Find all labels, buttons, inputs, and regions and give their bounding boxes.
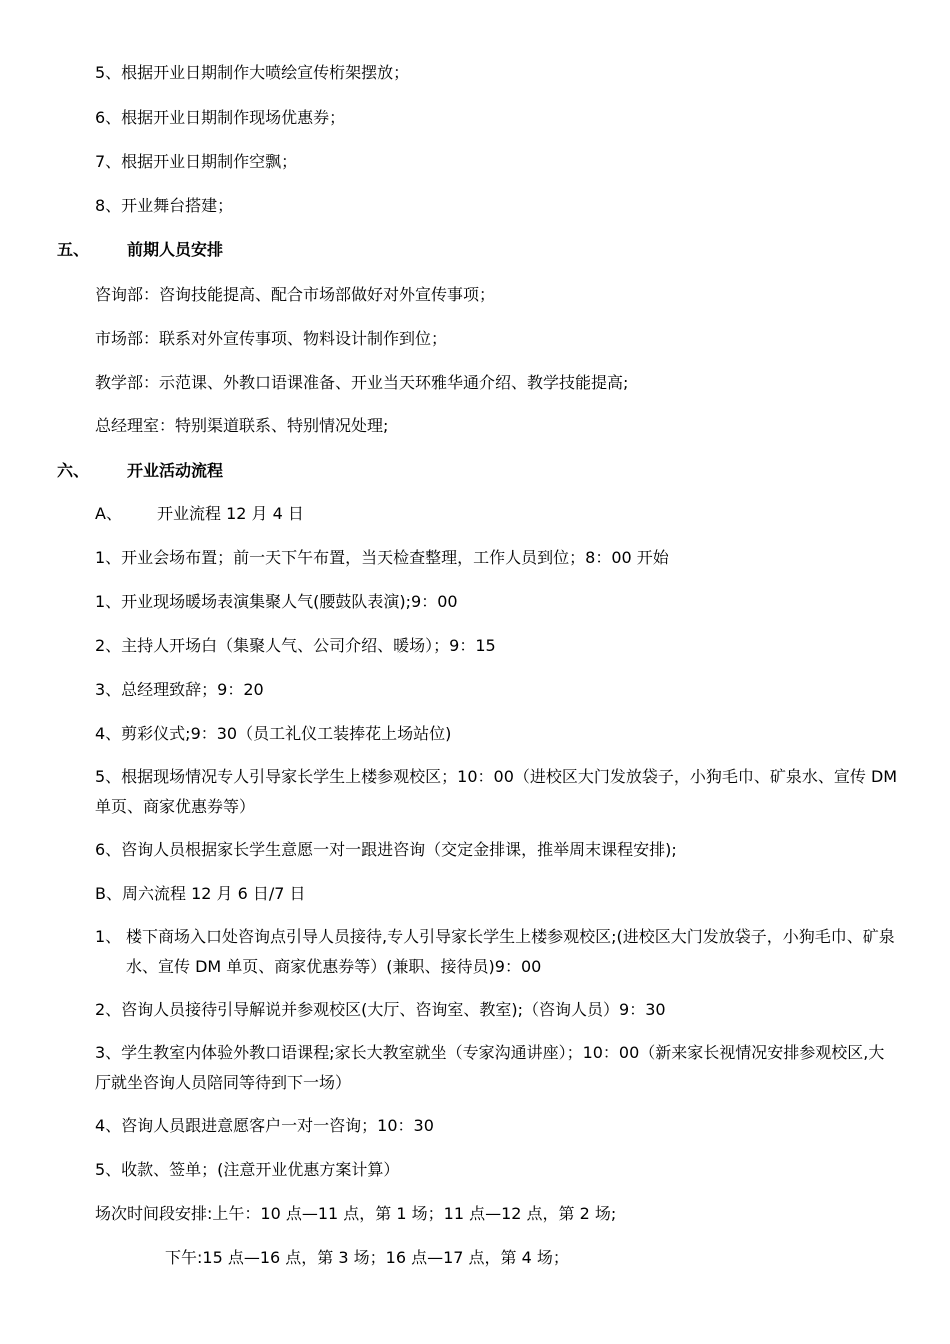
list-item: 3、总经理致辞；9：20: [95, 680, 264, 699]
subsection-label: A、: [95, 504, 122, 523]
section-title: 开业活动流程: [127, 461, 224, 480]
list-item: 总经理室：特别渠道联系、特别情况处理;: [95, 416, 389, 435]
list-item: 6、根据开业日期制作现场优惠券；: [95, 108, 346, 127]
list-item: 2、咨询人员接待引导解说并参观校区(大厅、咨询室、教室);（咨询人员）9：30: [95, 1000, 666, 1019]
list-item-number: 1、: [95, 927, 122, 946]
section-title: 前期人员安排: [127, 240, 224, 259]
list-item: 市场部：联系对外宣传事项、物料设计制作到位；: [95, 329, 448, 348]
list-item: [95, 922, 905, 982]
list-item: 5、根据现场情况专人引导家长学生上楼参观校区；10：00（进校区大门发放袋子，小狗毛巾、矿泉水、宣传 DM 单页、商家优惠券等）: [95, 767, 898, 816]
schedule-morning: 场次时间段安排:上午：10 点—11 点，第 1 场；11 点—12 点，第 2 场;: [95, 1204, 617, 1223]
list-item: 3、学生教室内体验外教口语课程;家长大教室就坐（专家沟通讲座）；10：00（新来家长视情况安排参观校区,大厅就坐咨询人员陪同等待到下一场）: [95, 1043, 885, 1092]
list-item: 7、根据开业日期制作空飘；: [95, 152, 298, 171]
list-item: 4、咨询人员跟进意愿客户一对一咨询；10：30: [95, 1116, 434, 1135]
list-item: 6、咨询人员根据家长学生意愿一对一跟进咨询（交定金排课，推举周末课程安排);: [95, 840, 677, 859]
section-number: 五、: [57, 240, 90, 259]
list-item: 4、剪彩仪式;9：30（员工礼仪工装捧花上场站位): [95, 724, 452, 743]
section-number: 六、: [57, 461, 90, 480]
list-item: 咨询部：咨询技能提高、配合市场部做好对外宣传事项；: [95, 285, 496, 304]
list-item: 8、开业舞台搭建；: [95, 196, 234, 215]
subsection-heading: B、周六流程 12 月 6 日/7 日: [95, 884, 306, 903]
list-item: 教学部：示范课、外教口语课准备、开业当天环雅华通介绍、教学技能提高;: [95, 373, 629, 392]
list-item: 5、根据开业日期制作大喷绘宣传桁架摆放；: [95, 63, 410, 82]
subsection-heading: [95, 503, 304, 525]
list-item: 2、主持人开场白（集聚人气、公司介绍、暖场）；9：15: [95, 636, 496, 655]
list-item-text: 楼下商场入口处咨询点引导人员接待,专人引导家长学生上楼参观校区;(进校区大门发放袋子，小狗毛巾、矿泉水、宣传 DM 单页、商家优惠券等）(兼职、接待员)9：00: [126, 927, 895, 976]
section-heading: [57, 239, 223, 261]
list-item: 5、收款、签单；(注意开业优惠方案计算）: [95, 1160, 400, 1179]
list-item: 1、开业现场暖场表演集聚人气(腰鼓队表演);9：00: [95, 592, 458, 611]
schedule-afternoon: 下午:15 点—16 点，第 3 场；16 点—17 点，第 4 场；: [165, 1248, 569, 1267]
section-heading: [57, 460, 223, 482]
list-item: 1、开业会场布置；前一天下午布置，当天检查整理，工作人员到位；8：00 开始: [95, 548, 669, 567]
subsection-title: 开业流程 12 月 4 日: [157, 504, 304, 523]
